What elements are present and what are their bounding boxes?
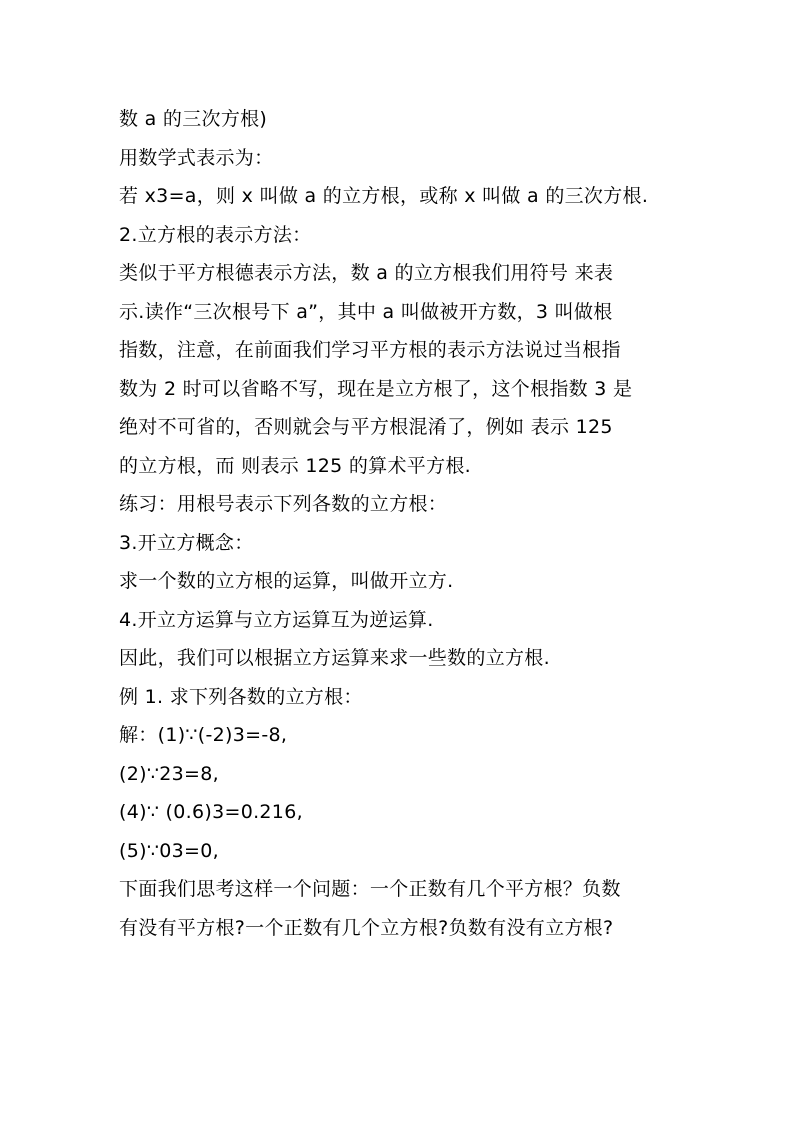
section-heading: 4.开立方运算与立方运算互为逆运算. bbox=[119, 608, 434, 631]
text-line: 指数，注意，在前面我们学习平方根的表示方法说过当根指 bbox=[119, 339, 621, 361]
solution-line: 解：(1)∵(-2)3=-8, bbox=[119, 724, 288, 746]
text-line: 下面我们思考这样一个问题：一个正数有几个平方根？负数 bbox=[119, 878, 621, 900]
solution-line: (5)∵03=0, bbox=[119, 839, 219, 862]
section-heading: 3.开立方概念： bbox=[119, 531, 254, 554]
text-line: 的立方根，而 则表示 125 的算术平方根. bbox=[119, 454, 472, 477]
text-line: 有没有平方根?一个正数有几个立方根?负数有没有立方根? bbox=[119, 916, 614, 939]
document-body bbox=[119, 100, 679, 947]
solution-line: (4)∵ (0.6)3=0.216, bbox=[119, 801, 303, 823]
text-line: 求一个数的立方根的运算，叫做开立方. bbox=[119, 570, 454, 592]
text-line: 示.读作“三次根号下 a”，其中 a 叫做被开方数，3 叫做根 bbox=[119, 300, 613, 323]
text-line: 类似于平方根德表示方法，数 a 的立方根我们用符号 来表 bbox=[119, 262, 614, 284]
text-line: 数 a 的三次方根) bbox=[119, 108, 268, 130]
text-line: 数为 2 时可以省略不写，现在是立方根了，这个根指数 3 是 bbox=[119, 377, 633, 400]
text-line: 练习：用根号表示下列各数的立方根： bbox=[119, 493, 448, 515]
text-line: 若 x3=a，则 x 叫做 a 的立方根，或称 x 叫做 a 的三次方根. bbox=[119, 185, 649, 207]
section-heading: 2.立方根的表示方法： bbox=[119, 223, 312, 246]
example-heading: 例 1. 求下列各数的立方根： bbox=[119, 685, 363, 708]
text-line: 因此，我们可以根据立方运算来求一些数的立方根. bbox=[119, 647, 550, 669]
text-line: 用数学式表示为： bbox=[119, 146, 274, 169]
solution-line: (2)∵23=8, bbox=[119, 762, 219, 785]
text-line: 绝对不可省的，否则就会与平方根混淆了，例如 表示 125 bbox=[119, 416, 613, 438]
